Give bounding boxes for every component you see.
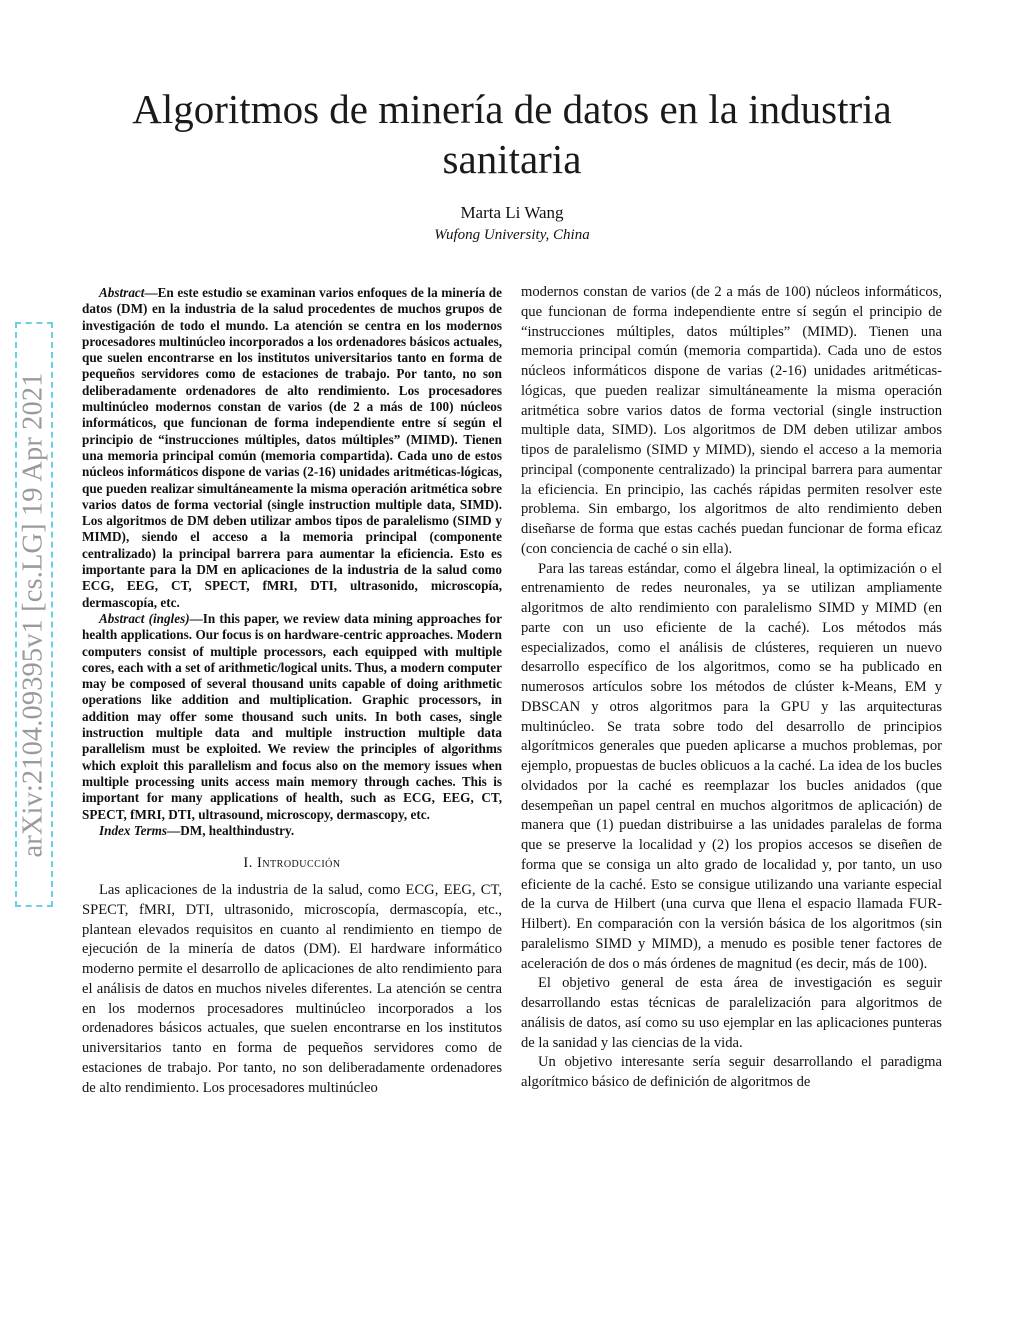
arxiv-identifier: arXiv:2104.09395v1 [cs.LG] 19 Apr 2021 xyxy=(18,371,50,858)
body-paragraph: Para las tareas estándar, como el álgebra lineal, la optimización o el entrenamiento de redes neuronales, ya se utilizan ampliamente algoritmos de alto rendimiento con paralelismo SIMD y MIMD (en parte con un uso eficiente de la caché). Los métodos más especializados, como el análisis de clústeres, requieren un nuevo desarrollo específico de los algoritmos, como se ha publicado en numerosos artículos sobre los métodos de clúster k-Means, EM y DBSCAN y otros algoritmos para la GPU y las arquitecturas multinúcleo. Se trata sobre todo del desarrollo de principios algorítmicos generales que pueden aplicarse a muchos problemas, por ejemplo, propuestas de bucles oblicuos a la caché. La idea de los bucles olvidados por la caché es reemplazar los bucles anidados (que desempeñan un papel central en muchos algoritmos de aplicación) de manera que (1) puedan distribuirse a las unidades paralelas de forma que se preserve la localidad y (2) los propios accesos se diseñen de forma que se consiga un alto grado de localidad y, por tanto, un uso eficiente de la caché. Esto se consigue utilizando una variante especial de la curva de Hilbert (una curva que llena el espacio llamada FUR-Hilbert). En comparación con la versión básica de los algoritmos (sin paralelismo SIMD y MIMD), a menudo es posible tener factores de aceleración de dos o más órdenes de magnitud (es decir, más de 100). xyxy=(521,560,942,972)
left-column xyxy=(82,285,502,1098)
section-body-left xyxy=(82,881,502,1098)
abstract-label: Abstract xyxy=(99,285,145,300)
index-terms-text: —DM, healthindustry. xyxy=(167,822,295,838)
body-paragraph: El objetivo general de esta área de investigación es seguir desarrollando estas técnicas de paralelización para algoritmos de análisis de datos, así como su uso ejemplar en las aplicaciones punteras de la sanidad y las ciencias de la vida. xyxy=(521,975,942,1051)
body-paragraph: Las aplicaciones de la industria de la salud, como ECG, EEG, CT, SPECT, fMRI, DTI, ultrasonido, microscopía, dermascopía, etc., plantean elevados requisitos en cuanto al rendimiento en tiempo de ejecución de la minería de datos (DM). El hardware informático moderno permite el desarrollo de aplicaciones de alto rendimiento para el análisis de datos en muchos niveles diferentes. La atención se centra en los modernos procesadores multinúcleo incorporados a los ordenadores básicos actuales, que suelen encontrarse en los institutos universitarios tanto en forma de pequeños servidores como de estaciones de trabajo. Por tanto, no son deliberadamente ordenadores de alto rendimiento. Los procesadores multinúcleo xyxy=(82,882,502,1096)
abstract-block xyxy=(82,285,502,839)
abstract-english xyxy=(82,611,502,823)
section-heading xyxy=(82,855,502,872)
section-number: I. xyxy=(243,855,253,872)
abstract-english-label: Abstract (ingles) xyxy=(99,610,190,626)
index-terms xyxy=(82,823,502,839)
right-column xyxy=(521,283,942,1093)
arxiv-sidebar-stamp xyxy=(15,322,53,907)
abstract-spanish xyxy=(82,285,502,611)
body-paragraph-continued: modernos constan de varios (de 2 a más de 100) núcleos informáticos, que funcionan de forma independiente entre sí según el principio de “instrucciones múltiples, datos múltiples” (MIMD). Tienen una memoria principal común (memoria compartida). Cada uno de estos núcleos informáticos dispone de varias (2-16) unidades aritméticas-lógicas, que pueden realizar simultáneamente la misma operación aritmética sobre varios datos de forma vectorial (single instruction multiple data, SIMD). Los algoritmos de DM deben utilizar ambos tipos de paralelismo (SIMD y MIMD), siendo el acceso a la memoria principal (componente centralizado) la principal barrera para aumentar la eficiencia. En principio, las cachés rápidas permiten resolver este problema. Sin embargo, los algoritmos de alto rendimiento deben diseñarse de forma que estas cachés puedan funcionar de forma eficaz (con conciencia de caché o sin ella). xyxy=(521,284,942,557)
abstract-text: —En este estudio se examinan varios enfoques de la minería de datos (DM) en la industria de la salud procedentes de muchos grupos de investigación de todo el mundo. La atención se centra en los modernos procesadores multinúcleo incorporados a los ordenadores básicos actuales, que suelen encontrarse en los institutos universitarios tanto en forma de pequeños servidores como de estaciones de trabajo. Por tanto, no son deliberadamente ordenadores de alto rendimiento. Los procesadores multinúcleo modernos constan de varios (de 2 a más de 100) núcleos informáticos, que funcionan de forma independiente entre sí según el principio de “instrucciones múltiples, datos múltiples” (MIMD). Tienen una memoria principal común (memoria compartida). Cada uno de estos núcleos informáticos dispone de varias (2-16) unidades aritméticas-lógicas, que pueden realizar simultáneamente la misma operación aritmética sobre varios datos de forma vectorial (single instruction multiple data, SIMD). Los algoritmos de DM deben utilizar ambos tipos de paralelismo (SIMD y MIMD), siendo el acceso a la memoria principal (componente centralizado) la principal barrera para aumentar la eficiencia. Esto es importante para la DM en aplicaciones de la industria de la salud como ECG, EEG, CT, SPECT, fMRI, DTI, ultrasonido, microscopía, dermascopía, etc. xyxy=(82,285,502,610)
section-title: Introducción xyxy=(256,855,341,872)
paper-title: Algoritmos de minería de datos en la industria sanitaria xyxy=(132,86,892,182)
author-name: Marta Li Wang xyxy=(460,203,564,222)
body-paragraph: Un objetivo interesante sería seguir desarrollando el paradigma algorítmico básico de definición de algoritmos de xyxy=(521,1054,942,1090)
index-terms-label: Index Terms xyxy=(99,822,168,838)
abstract-english-text: —In this paper, we review data mining approaches for health applications. Our focus is on hardware-centric approaches. Modern computers consist of multiple processors, each equipped with multiple cores, each with a set of arithmetic/logical units. Thus, a modern computer may be composed of several thousand units capable of doing arithmetic operations like addition and multiplication. Graphic processors, in addition may offer some thousand such units. In both cases, single instruction multiple data and multiple instruction multiple data parallelism must be exploited. We review the principles of algorithms which exploit this parallelism and focus also on the memory issues when multiple processing units access main memory through caches. This is important for many applications of health, such as ECG, EEG, CT, SPECT, fMRI, DTI, ultrasound, microscopy, dermascopy, etc. xyxy=(82,610,502,822)
author-affiliation: Wufong University, China xyxy=(434,227,590,243)
